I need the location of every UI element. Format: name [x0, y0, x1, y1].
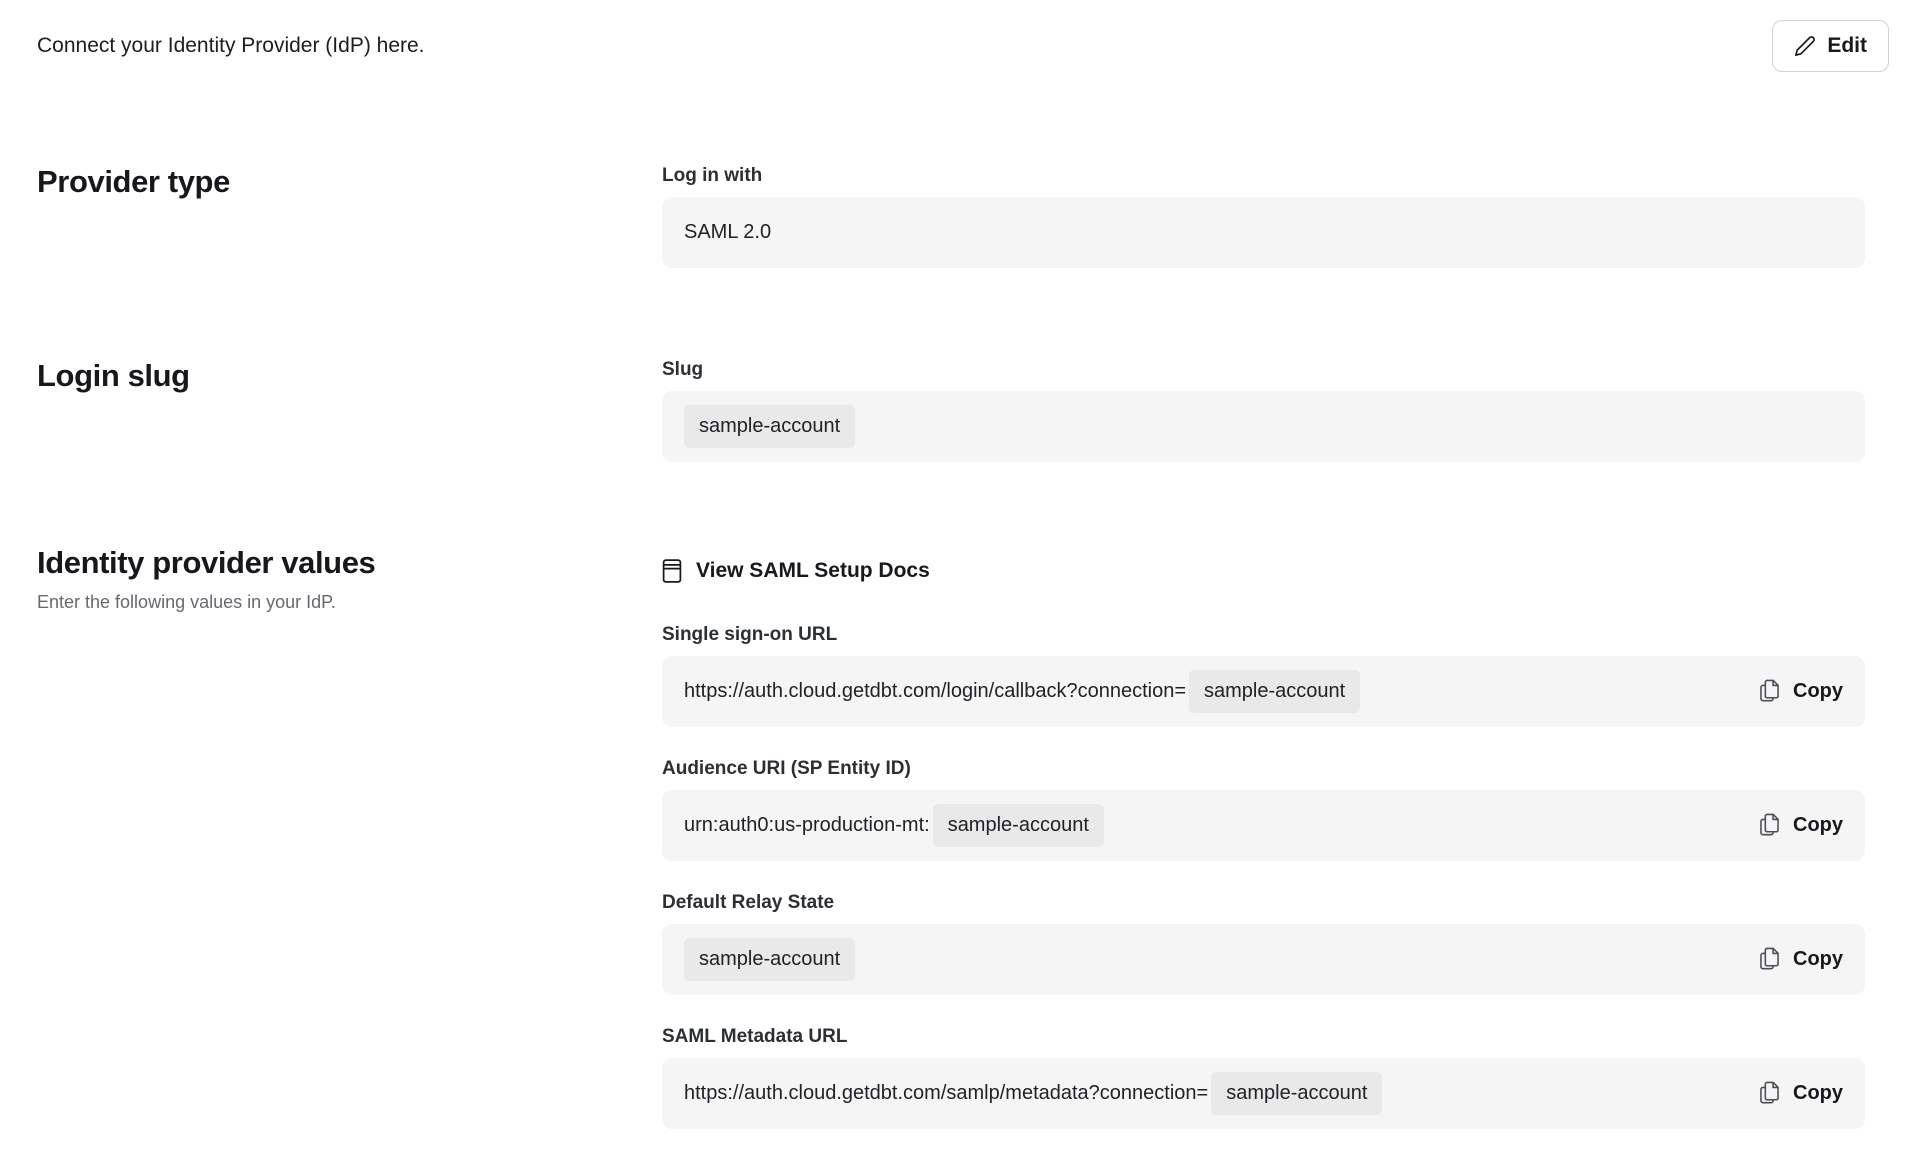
login-slug-section	[0, 358, 1908, 462]
metadata-url-label: SAML Metadata URL	[662, 1026, 848, 1047]
relay-state-group	[662, 891, 1865, 995]
copy-button-label: Copy	[1793, 680, 1843, 702]
relay-state-field	[662, 924, 1865, 995]
relay-state-label: Default Relay State	[662, 892, 835, 913]
metadata-url-copy-button[interactable]	[1758, 1081, 1843, 1106]
view-saml-docs-label: View SAML Setup Docs	[696, 559, 930, 582]
idp-connect-description: Connect your Identity Provider (IdP) here.	[37, 34, 425, 57]
pencil-icon	[1794, 35, 1816, 57]
sso-url-group	[662, 623, 1865, 727]
page-header	[0, 0, 1908, 72]
audience-uri-group	[662, 757, 1865, 861]
provider-type-section	[0, 164, 1908, 268]
view-saml-docs-link[interactable]	[662, 559, 930, 583]
metadata-url-field	[662, 1058, 1865, 1129]
journal-icon	[662, 559, 682, 583]
audience-uri-field	[662, 790, 1865, 861]
copy-button-label: Copy	[1793, 948, 1843, 970]
slug-field	[662, 391, 1865, 462]
copy-button-label: Copy	[1793, 1082, 1843, 1104]
copy-icon	[1758, 679, 1781, 704]
sso-url-field	[662, 656, 1865, 727]
slug-value-chip: sample-account	[684, 405, 855, 448]
metadata-url-value: https://auth.cloud.getdbt.com/samlp/metadata?connection=	[684, 1082, 1209, 1104]
sso-url-copy-button[interactable]	[1758, 679, 1843, 704]
audience-uri-slug-chip: sample-account	[933, 804, 1104, 847]
idp-values-subheading: Enter the following values in your IdP.	[37, 591, 336, 612]
audience-uri-copy-button[interactable]	[1758, 813, 1843, 838]
login-with-label: Log in with	[662, 165, 763, 186]
edit-button-label: Edit	[1827, 34, 1867, 57]
audience-uri-label: Audience URI (SP Entity ID)	[662, 758, 911, 779]
sso-url-slug-chip: sample-account	[1189, 670, 1360, 713]
copy-icon	[1758, 813, 1781, 838]
copy-icon	[1758, 947, 1781, 972]
relay-state-copy-button[interactable]	[1758, 947, 1843, 972]
copy-icon	[1758, 1081, 1781, 1106]
login-with-value: SAML 2.0	[684, 221, 772, 243]
sso-url-value: https://auth.cloud.getdbt.com/login/callback?connection=	[684, 680, 1186, 702]
login-slug-heading: Login slug	[37, 358, 190, 393]
relay-state-slug-chip: sample-account	[684, 938, 855, 981]
login-with-field	[662, 197, 1865, 268]
idp-values-section	[0, 545, 1908, 1129]
audience-uri-value: urn:auth0:us-production-mt:	[684, 814, 930, 836]
metadata-url-group	[662, 1025, 1865, 1129]
sso-url-label: Single sign-on URL	[662, 624, 838, 645]
copy-button-label: Copy	[1793, 814, 1843, 836]
edit-button[interactable]	[1772, 20, 1889, 72]
idp-values-heading: Identity provider values	[37, 545, 376, 580]
slug-label: Slug	[662, 359, 704, 380]
metadata-url-slug-chip: sample-account	[1211, 1072, 1382, 1115]
provider-type-heading: Provider type	[37, 164, 230, 199]
